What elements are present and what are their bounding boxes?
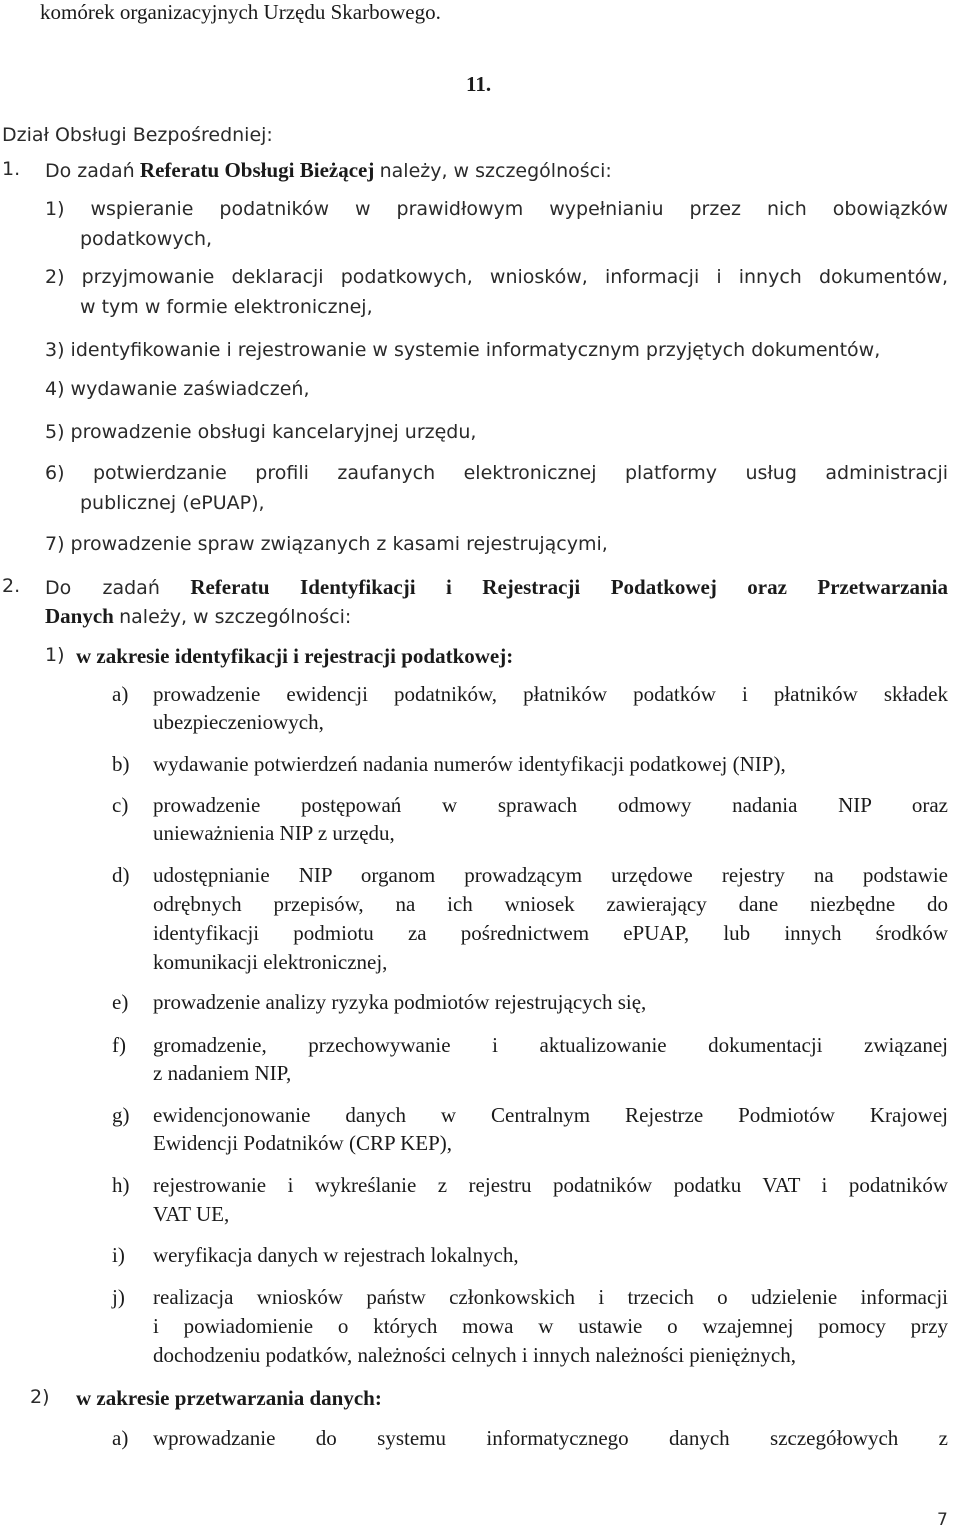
sub1-item-line: realizacja wniosków państw członkowskich i trzecich o udzielenie informacji bbox=[153, 1285, 948, 1309]
item1-task-line: 4) wydawanie zaświadczeń, bbox=[45, 378, 310, 400]
item1-task-line: 1) wspieranie podatników w prawidłowym wypełnianiu przez nich obowiązków bbox=[45, 198, 948, 220]
item1-task-line: w tym w formie elektronicznej, bbox=[80, 296, 373, 318]
sub1-item-line: ubezpieczeniowych, bbox=[153, 710, 324, 734]
item1-task-line: 6) potwierdzanie profili zaufanych elektronicznej platformy usług administracji bbox=[45, 462, 948, 484]
sub1-item-line: i powiadomienie o których mowa w ustawie o wzajemnej pomocy przy bbox=[153, 1314, 948, 1338]
sub1-number: 1) bbox=[45, 644, 65, 666]
sub1-item-line: VAT UE, bbox=[153, 1202, 230, 1226]
sub1-item-line: prowadzenie postępowań w sprawach odmowy nadania NIP oraz bbox=[153, 793, 948, 817]
sub1-item-line: identyfikacji podmiotu za pośrednictwem ePUAP, lub innych środków bbox=[153, 921, 948, 945]
sub1-item-line: prowadzenie analizy ryzyka podmiotów rejestrujących się, bbox=[153, 990, 647, 1014]
sub2-title: w zakresie przetwarzania danych: bbox=[76, 1386, 382, 1410]
sub1-item-label: a) bbox=[112, 682, 129, 706]
sub1-item-label: g) bbox=[112, 1103, 130, 1127]
sub1-item-line: gromadzenie, przechowywanie i aktualizowanie dokumentacji związanej bbox=[153, 1033, 948, 1057]
item1-task-line: 2) przyjmowanie deklaracji podatkowych, wniosków, informacji i innych dokumentów, bbox=[45, 266, 948, 288]
sub1-item-line: z nadaniem NIP, bbox=[153, 1061, 292, 1085]
sub1-item-line: komunikacji elektronicznej, bbox=[153, 950, 388, 974]
item2-heading-line1: Do zadań Referatu Identyfikacji i Rejestracji Podatkowej oraz Przetwarzania bbox=[45, 575, 948, 599]
item1-task-line: 7) prowadzenie spraw związanych z kasami rejestrującymi, bbox=[45, 533, 608, 555]
sub1-item-line: rejestrowanie i wykreślanie z rejestru podatników podatku VAT i podatników bbox=[153, 1173, 948, 1197]
sub1-item-line: wydawanie potwierdzeń nadania numerów identyfikacji podatkowej (NIP), bbox=[153, 752, 786, 776]
sub1-item-label: j) bbox=[112, 1285, 125, 1309]
sub1-item-label: f) bbox=[112, 1033, 126, 1057]
item1-task-line: podatkowych, bbox=[80, 228, 213, 250]
sub1-item-label: i) bbox=[112, 1243, 125, 1267]
section-number: 11. bbox=[466, 72, 492, 96]
sub1-item-line: ewidencjonowanie danych w Centralnym Rejestrze Podmiotów Krajowej bbox=[153, 1103, 948, 1127]
sub1-item-label: b) bbox=[112, 752, 130, 776]
sub1-item-line: udostępnianie NIP organom prowadzącym urzędowe rejestry na podstawie bbox=[153, 863, 948, 887]
sub1-item-line: unieważnienia NIP z urzędu, bbox=[153, 821, 395, 845]
sub1-item-label: h) bbox=[112, 1173, 130, 1197]
sub1-item-line: dochodzeniu podatków, należności celnych i innych należności pieniężnych, bbox=[153, 1343, 796, 1367]
sub1-item-line: Ewidencji Podatników (CRP KEP), bbox=[153, 1131, 453, 1155]
sub1-item-label: d) bbox=[112, 863, 130, 887]
item1-number: 1. bbox=[2, 158, 21, 180]
item1-task-line: publicznej (ePUAP), bbox=[80, 492, 265, 514]
item1-task-line: 5) prowadzenie obsługi kancelaryjnej urzędu, bbox=[45, 421, 477, 443]
department-heading: Dział Obsługi Bezpośredniej: bbox=[2, 124, 273, 146]
item2-number: 2. bbox=[2, 575, 21, 597]
sub2-number: 2) bbox=[30, 1386, 50, 1408]
sub1-item-label: e) bbox=[112, 990, 129, 1014]
item1-task-line: 3) identyfikowanie i rejestrowanie w systemie informatycznym przyjętych dokumentów, bbox=[45, 339, 881, 361]
sub1-title: w zakresie identyfikacji i rejestracji podatkowej: bbox=[76, 644, 514, 668]
sub1-item-line: odrębnych przepisów, na ich wniosek zawierający dane niezbędne do bbox=[153, 892, 948, 916]
page-number: 7 bbox=[937, 1510, 948, 1530]
carryover-line: komórek organizacyjnych Urzędu Skarbowego. bbox=[40, 0, 441, 24]
sub2-item-line: wprowadzanie do systemu informatycznego danych szczegółowych z bbox=[153, 1426, 948, 1450]
sub1-item-label: c) bbox=[112, 793, 129, 817]
sub1-item-line: prowadzenie ewidencji podatników, płatników podatków i płatników składek bbox=[153, 682, 948, 706]
item2-heading-line2: Danych należy, w szczególności: bbox=[45, 604, 352, 628]
sub1-item-line: weryfikacja danych w rejestrach lokalnych, bbox=[153, 1243, 519, 1267]
item1-heading: Do zadań Referatu Obsługi Bieżącej należy, w szczególności: bbox=[45, 158, 612, 182]
sub2-item-label: a) bbox=[112, 1426, 129, 1450]
